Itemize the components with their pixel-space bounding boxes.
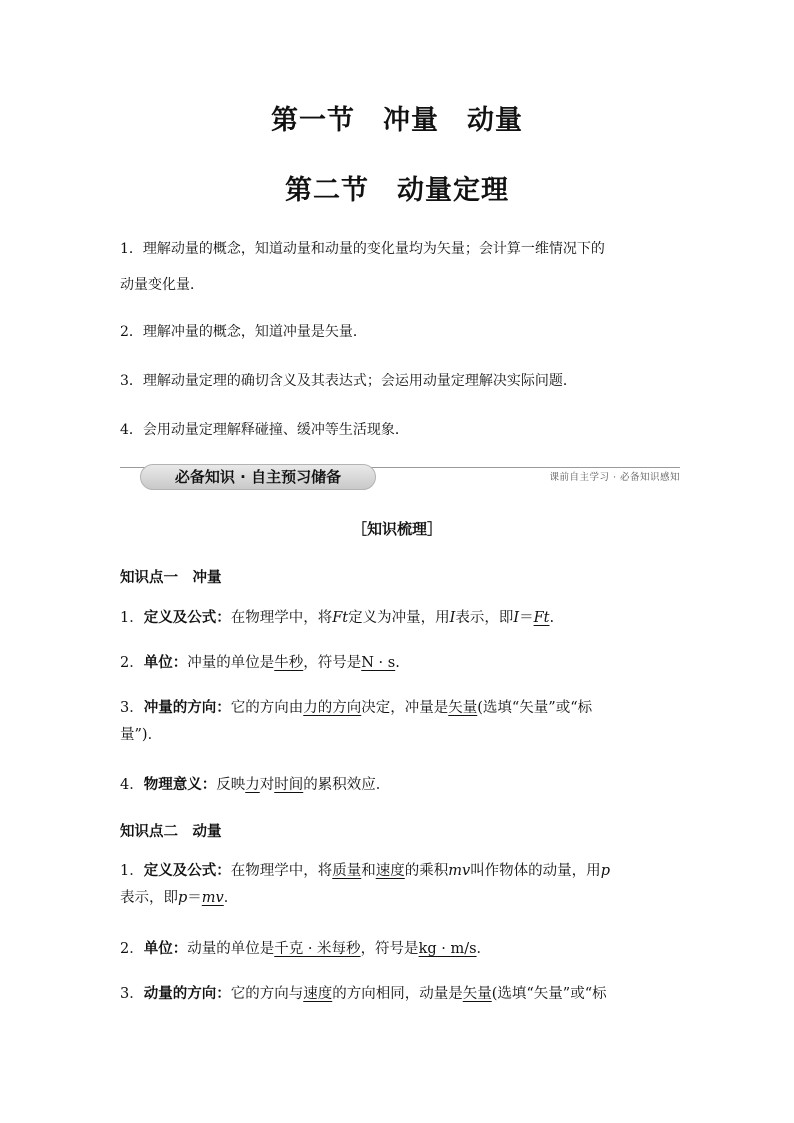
kp1-item-1	[120, 605, 676, 632]
formula-var: p	[178, 890, 188, 906]
item-number: 2．	[120, 655, 144, 671]
item-text: 冲量的单位是	[187, 655, 275, 671]
item-number: 4．	[120, 777, 144, 793]
formula-var: p	[600, 863, 610, 879]
answer-blank: Ft	[533, 610, 550, 626]
goal-item-3	[120, 371, 680, 392]
item-text: ，符号是	[303, 655, 362, 671]
answer-blank: 矢量	[448, 700, 478, 716]
formula-var: I	[513, 610, 520, 626]
kp2-item-3	[120, 981, 676, 1008]
item-text: 它的方向与	[230, 986, 304, 1002]
item-number: 3．	[120, 700, 144, 716]
item-text: ．	[223, 890, 239, 906]
formula-var: Ft	[332, 610, 349, 626]
item-heading: 单位：	[143, 941, 188, 957]
item-text: 反映	[216, 777, 246, 793]
item-heading: 冲量的方向：	[143, 700, 231, 716]
knowledge-point-2-title: 知识点二 动量	[120, 824, 222, 840]
answer-blank: 速度	[303, 986, 333, 1002]
banner-tab: 必备知识 · 自主预习储备	[140, 464, 376, 490]
item-number: 3．	[120, 986, 144, 1002]
item-text: 在物理学中，将	[230, 610, 333, 626]
answer-blank: 时间	[274, 777, 304, 793]
knowledge-point-1-title: 知识点一 冲量	[120, 570, 222, 586]
item-text: 它的方向由	[230, 700, 304, 716]
item-text: ．	[476, 941, 492, 957]
goal-number: 2．	[120, 324, 143, 340]
item-number: 2．	[120, 941, 144, 957]
goal-text: 理解冲量的概念，知道冲量是矢量．	[142, 324, 367, 340]
item-text: 表示，即	[120, 890, 178, 906]
goal-text: 理解动量定理的确切含义及其表达式；会运用动量定理解决实际问题．	[142, 373, 577, 389]
answer-blank: N · s	[361, 655, 396, 671]
kp1-item-2	[120, 650, 676, 677]
goal-text: 理解动量的概念，知道动量和动量的变化量均为矢量；会计算一维情况下的	[142, 241, 605, 257]
item-text: ＝	[187, 890, 202, 906]
item-text: 叫作物体的动量，用	[470, 863, 601, 879]
item-text: 定义为冲量，用	[348, 610, 450, 626]
item-text: (选填“矢量”或“标	[491, 986, 607, 1002]
item-text: 的累积效应．	[303, 777, 391, 793]
goal-item-1	[120, 239, 680, 260]
goal-item-4	[120, 420, 680, 441]
item-text: 在物理学中，将	[230, 863, 333, 879]
item-text: 动量的单位是	[187, 941, 275, 957]
item-heading: 定义及公式：	[143, 610, 231, 626]
answer-blank: mv	[201, 890, 224, 906]
item-heading: 单位：	[143, 655, 188, 671]
answer-blank: 千克 · 米每秒	[274, 941, 361, 957]
item-text: 决定，冲量是	[361, 700, 449, 716]
item-text: 的乘积	[404, 863, 449, 879]
item-heading: 动量的方向：	[143, 986, 231, 1002]
item-number: 1．	[120, 610, 144, 626]
item-heading: 物理意义：	[143, 777, 217, 793]
item-text: 量”)．	[120, 727, 163, 743]
kp2-item-1	[120, 858, 676, 912]
chapter-title-2: 第二节 动量定理	[285, 175, 509, 206]
item-number: 1．	[120, 863, 144, 879]
formula-var: mv	[448, 863, 471, 879]
item-text: (选填“矢量”或“标	[477, 700, 593, 716]
goal-item-2	[120, 322, 680, 343]
item-heading: 定义及公式：	[143, 863, 231, 879]
item-text: 对	[259, 777, 275, 793]
answer-blank: 力	[245, 777, 260, 793]
goal-item-1-cont	[120, 275, 680, 296]
goal-number: 1．	[120, 241, 143, 257]
item-text: 表示，即	[455, 610, 514, 626]
item-text: 和	[361, 863, 376, 879]
section-heading: ［知识梳理］	[351, 520, 442, 538]
chapter-title-1: 第一节 冲量 动量	[271, 105, 523, 136]
kp1-item-4	[120, 772, 676, 799]
formula-var: I	[449, 610, 456, 626]
goal-number: 3．	[120, 373, 143, 389]
answer-blank: 力的方向	[303, 700, 362, 716]
item-text: .	[549, 610, 555, 626]
banner-subtitle: 课前自主学习 · 必备知识感知	[549, 472, 680, 483]
goal-text: 会用动量定理解释碰撞、缓冲等生活现象．	[142, 422, 409, 438]
answer-blank: 矢量	[462, 986, 492, 1002]
item-text: ，符号是	[360, 941, 419, 957]
kp1-item-3	[120, 695, 676, 749]
item-text: .	[395, 655, 400, 671]
goal-text: 动量变化量．	[120, 277, 204, 293]
goal-number: 4．	[120, 422, 143, 438]
item-text: 的方向相同，动量是	[332, 986, 463, 1002]
answer-blank: 速度	[375, 863, 405, 879]
section-banner	[120, 462, 680, 492]
answer-blank: kg · m/s	[418, 941, 477, 957]
answer-blank: 牛秒	[274, 655, 304, 671]
item-text: ＝	[519, 610, 534, 626]
answer-blank: 质量	[332, 863, 362, 879]
kp2-item-2	[120, 936, 676, 963]
